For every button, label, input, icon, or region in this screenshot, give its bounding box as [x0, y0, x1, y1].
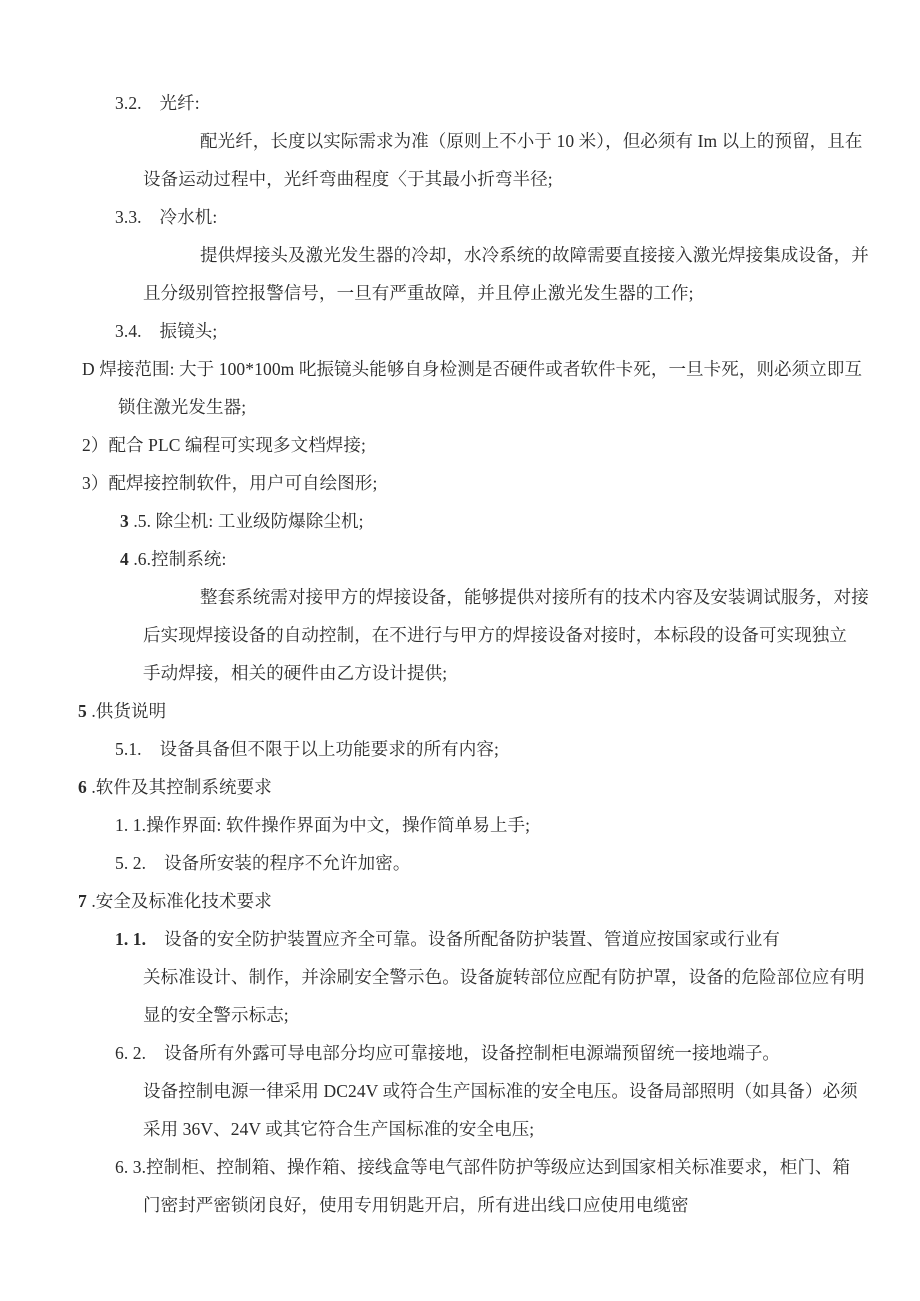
document-line: 且分级别管控报警信号，一旦有严重故障，并且停止激光发生器的工作; — [143, 283, 694, 303]
document-line — [0, 882, 920, 920]
line-number-prefix: 4 — [120, 549, 129, 569]
document-line: 采用 36V、24V 或其它符合生产国标准的安全电压; — [143, 1119, 535, 1139]
line-number-prefix: 7 — [78, 891, 87, 911]
document-line: 整套系统需对接甲方的焊接设备，能够提供对接所有的技术内容及安装调试服务，对接 — [200, 587, 869, 607]
document-line: 5. 2. 设备所安装的程序不允许加密。 — [115, 853, 411, 873]
document-line: 3.3. 冷水机: — [115, 207, 218, 227]
document-line: 配光纤，长度以实际需求为准（原则上不小于 10 米），但必须有 Im 以上的预留，且在 — [200, 131, 863, 151]
line-number-prefix: 1. 1. — [115, 929, 147, 949]
line-number-prefix: 3 — [120, 511, 129, 531]
document-line: 后实现焊接设备的自动控制，在不进行与甲方的焊接设备对接时，本标段的设备可实现独立 — [143, 625, 847, 645]
document-line: 设备控制电源一律采用 DC24V 或符合生产国标准的安全电压。设备局部照明（如具备）必须 — [143, 1081, 858, 1101]
document-line: 3.4. 振镜头; — [115, 321, 218, 341]
line-text-rest: .5. 除尘机: 工业级防爆除尘机; — [128, 511, 364, 531]
document-line — [0, 540, 920, 578]
document-line: 显的安全警示标志; — [143, 1005, 289, 1025]
line-text-rest: .软件及其控制系统要求 — [86, 777, 272, 797]
line-text-rest: .供货说明 — [86, 701, 167, 721]
line-text-rest: .6.控制系统: — [128, 549, 227, 569]
document-line: 6. 3.控制柜、控制箱、操作箱、接线盒等电气部件防护等级应达到国家相关标准要求，柜门、箱 — [115, 1157, 851, 1177]
document-line: 5.1. 设备具备但不限于以上功能要求的所有内容; — [115, 739, 499, 759]
document-line: 3）配焊接控制软件，用户可自绘图形; — [82, 473, 378, 493]
document-line — [0, 768, 920, 806]
document-line — [0, 920, 920, 958]
document-line: 门密封严密锁闭良好，使用专用钥匙开启，所有进出线口应使用电缆密 — [143, 1195, 689, 1215]
document-line: 2）配合 PLC 编程可实现多文档焊接; — [82, 435, 366, 455]
document-line: 3.2. 光纤: — [115, 93, 200, 113]
line-text-rest: .安全及标准化技术要求 — [86, 891, 272, 911]
document-line: D 焊接范围: 大于 100*100m 叱振镜头能够自身检测是否硬件或者软件卡死，一旦卡死，则必须立即互 — [82, 359, 863, 379]
line-number-prefix: 6 — [78, 777, 87, 797]
document-line: 提供焊接头及激光发生器的冷却，水冷系统的故障需要直接接入激光焊接集成设备，并 — [200, 245, 869, 265]
document-line: 锁住激光发生器; — [118, 397, 247, 417]
document-line: 关标准设计、制作，并涂刷安全警示色。设备旋转部位应配有防护罩，设备的危险部位应有明 — [143, 967, 865, 987]
document-line: 1. 1.操作界面: 软件操作界面为中文，操作简单易上手; — [115, 815, 531, 835]
document-line: 手动焊接，相关的硬件由乙方设计提供; — [143, 663, 448, 683]
document-line — [0, 502, 920, 540]
line-text-rest: 设备的安全防护装置应齐全可靠。设备所配备防护装置、管道应按国家或行业有 — [146, 929, 781, 949]
document-line: 设备运动过程中，光纤弯曲程度〈于其最小折弯半径; — [143, 169, 553, 189]
document-line: 6. 2. 设备所有外露可导电部分均应可靠接地，设备控制柜电源端预留统一接地端子。 — [115, 1043, 781, 1063]
line-number-prefix: 5 — [78, 701, 87, 721]
document-line — [0, 692, 920, 730]
